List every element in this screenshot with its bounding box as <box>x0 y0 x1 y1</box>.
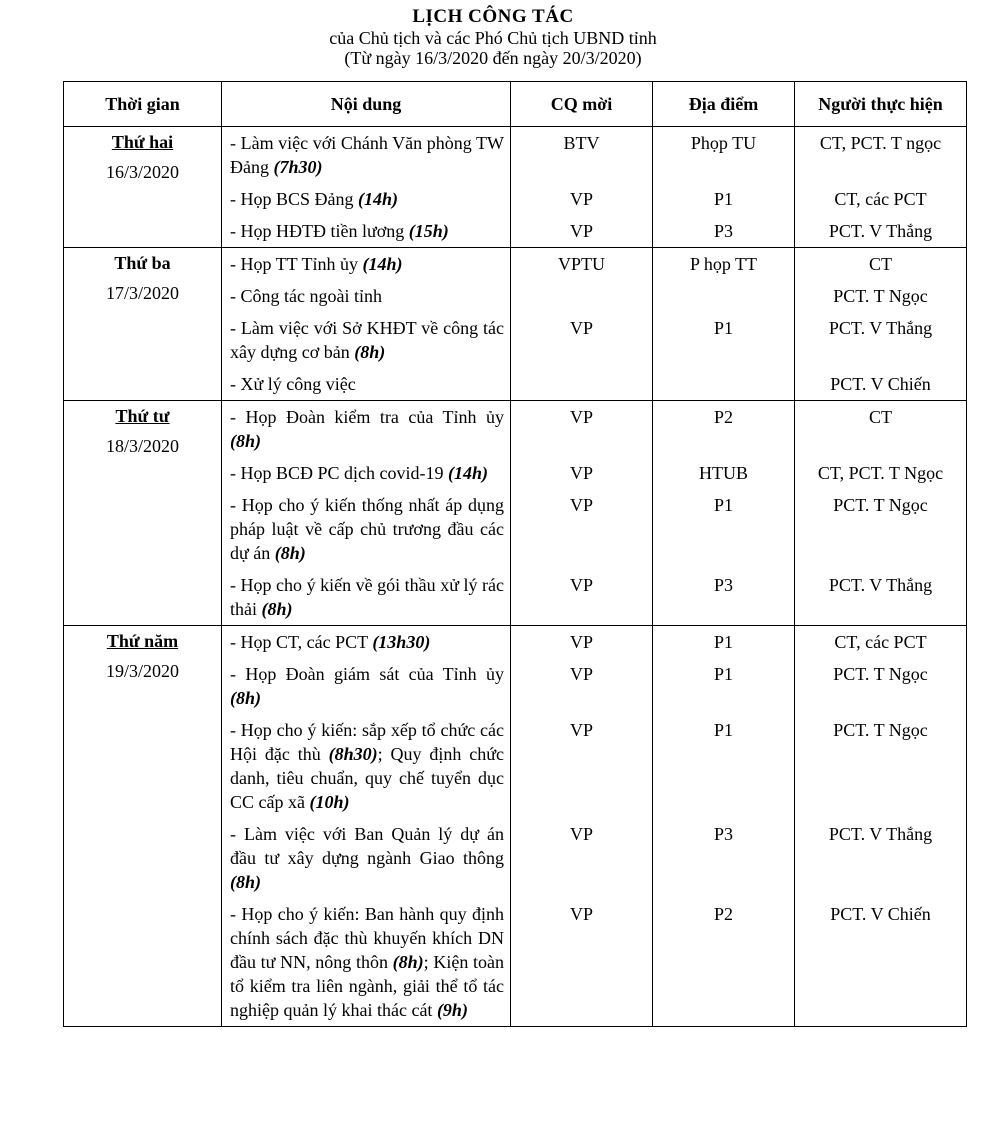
day-name: Thứ ba <box>114 253 171 273</box>
entry-text: ; Quy định chức danh, tiêu chuẩn, quy chế tuyển dục CC cấp xã <box>230 744 504 812</box>
entry-content <box>222 280 510 312</box>
entry-executor: PCT. V Thắng <box>828 318 933 338</box>
entry-text: - Họp BCS Đảng <box>230 189 359 209</box>
entry-executor-cell <box>795 626 967 1027</box>
entry-content <box>222 401 510 457</box>
entry-executor: PCT. V Chiến <box>830 904 931 924</box>
entry-inviting-agency <box>511 368 652 400</box>
entry-text: ; Kiện toàn tổ kiểm tra liên ngành, giải thể tổ tác nghiệp quản lý khai thác cát <box>230 952 504 1020</box>
entry-inviting-agency: VP <box>569 575 593 595</box>
entry-time: (8h) <box>230 688 261 708</box>
entry-time: (7h30) <box>273 157 323 177</box>
entry-content-cell <box>222 626 511 1027</box>
day-cell <box>64 626 222 1027</box>
entry-location: P3 <box>713 575 733 595</box>
entry-text: - Họp cho ý kiến: sắp xếp tổ chức các Hội đặc thù <box>230 720 504 764</box>
entry-executor: CT <box>868 407 892 427</box>
entry-text: - Họp Đoàn kiểm tra của Tỉnh ủy <box>230 407 504 427</box>
entry-location: P họp TT <box>689 254 757 274</box>
entry-text: - Làm việc với Ban Quản lý dự án đầu tư xây dựng ngành Giao thông <box>230 824 504 868</box>
column-header-time: Thời gian <box>64 82 222 127</box>
date-range: (Từ ngày 16/3/2020 đến ngày 20/3/2020) <box>344 48 642 68</box>
entry-inviting-agency-cell <box>511 248 653 401</box>
entry-location-cell <box>653 626 795 1027</box>
entry-executor: CT, các PCT <box>834 632 927 652</box>
entry-content <box>222 457 510 489</box>
entry-time: (8h) <box>261 599 293 619</box>
entry-text: - Xử lý công việc <box>230 374 356 394</box>
document-header <box>0 6 986 68</box>
entry-inviting-agency: VP <box>569 904 593 924</box>
entry-content-cell <box>222 248 511 401</box>
entry-time: (8h) <box>230 431 261 451</box>
entry-inviting-agency <box>511 280 652 312</box>
entry-time: (15h) <box>408 221 449 241</box>
entry-time: (8h) <box>354 342 386 362</box>
entry-text: - Họp cho ý kiến: Ban hành quy định chính sách đặc thù khuyến khích DN đầu tư NN, nông thôn <box>230 904 504 972</box>
entry-executor: CT <box>868 254 892 274</box>
entry-executor: PCT. T Ngọc <box>833 495 928 515</box>
day-date: 19/3/2020 <box>105 661 179 681</box>
day-cell <box>64 248 222 401</box>
entry-location: P3 <box>713 221 733 241</box>
entry-inviting-agency: VP <box>569 664 593 684</box>
table-row <box>64 127 967 248</box>
entry-text: - Họp HĐTĐ tiền lương <box>230 221 409 241</box>
entry-content-cell <box>222 401 511 626</box>
entry-time: (8h) <box>230 872 261 892</box>
schedule-body <box>64 127 967 1027</box>
entry-time: (14h) <box>358 189 399 209</box>
entry-content <box>222 714 510 818</box>
entry-location: P1 <box>713 495 733 515</box>
entry-inviting-agency: VP <box>569 318 593 338</box>
column-header-inviting-agency: CQ mời <box>511 82 653 127</box>
day-name: Thứ năm <box>106 631 179 651</box>
day-name: Thứ hai <box>111 132 174 152</box>
entry-executor: CT, PCT. T Ngọc <box>817 463 944 483</box>
entry-executor-cell <box>795 401 967 626</box>
day-cell <box>64 401 222 626</box>
entry-inviting-agency-cell <box>511 626 653 1027</box>
entry-text: - Họp CT, các PCT <box>230 632 373 652</box>
table-row <box>64 248 967 401</box>
entry-executor: PCT. T Ngọc <box>833 286 928 306</box>
entry-content <box>222 127 510 183</box>
table-row <box>64 626 967 1027</box>
column-header-executor: Người thực hiện <box>795 82 967 127</box>
entry-text: - Họp TT Tỉnh ủy <box>230 254 363 274</box>
entry-time: (8h30) <box>328 744 378 764</box>
entry-location-cell <box>653 127 795 248</box>
entry-location: P2 <box>713 904 733 924</box>
entry-location: HTUB <box>699 463 748 483</box>
entry-location-cell <box>653 248 795 401</box>
entry-content <box>222 898 510 1026</box>
day-date: 16/3/2020 <box>105 162 179 182</box>
document-title: LỊCH CÔNG TÁC <box>412 6 574 27</box>
entry-location: P1 <box>713 664 733 684</box>
entry-time: (8h) <box>274 543 306 563</box>
entry-location: P2 <box>713 407 733 427</box>
entry-inviting-agency: VP <box>569 221 593 241</box>
entry-executor: CT, các PCT <box>834 189 927 209</box>
entry-text: - Họp cho ý kiến về gói thầu xử lý rác thải <box>230 575 504 619</box>
day-name: Thứ tư <box>115 406 170 426</box>
entry-executor-cell <box>795 248 967 401</box>
schedule-table <box>63 81 967 1027</box>
entry-time: (10h) <box>309 792 350 812</box>
entry-location: Phọp TU <box>690 133 757 153</box>
entry-content <box>222 626 510 658</box>
entry-content <box>222 183 510 215</box>
entry-time: (14h) <box>448 463 488 483</box>
entry-content <box>222 818 510 898</box>
entry-text: - Công tác ngoài tỉnh <box>230 286 382 306</box>
entry-location: P1 <box>713 632 733 652</box>
entry-inviting-agency: VP <box>569 189 593 209</box>
entry-content <box>222 569 510 625</box>
entry-location-cell <box>653 401 795 626</box>
entry-executor: PCT. V Thắng <box>828 824 933 844</box>
table-row <box>64 401 967 626</box>
entry-text: - Làm việc với Sở KHĐT về công tác xây dựng cơ bản <box>230 318 504 362</box>
entry-inviting-agency: VP <box>569 463 593 483</box>
entry-executor: PCT. T Ngọc <box>833 720 928 740</box>
entry-inviting-agency: VP <box>569 720 593 740</box>
entry-time: (8h) <box>392 952 424 972</box>
entry-inviting-agency-cell <box>511 401 653 626</box>
entry-content-cell <box>222 127 511 248</box>
entry-content <box>222 312 510 368</box>
entry-executor: PCT. V Thắng <box>828 575 933 595</box>
entry-time: (9h) <box>436 1000 468 1020</box>
table-header-row <box>64 82 967 127</box>
entry-content <box>222 368 510 400</box>
entry-text: - Họp cho ý kiến thống nhất áp dụng pháp luật về cấp chủ trương đầu các dự án <box>230 495 504 563</box>
entry-location: P1 <box>713 189 733 209</box>
entry-time: (14h) <box>362 254 403 274</box>
day-date: 17/3/2020 <box>105 283 179 303</box>
entry-text: - Làm việc với Chánh Văn phòng TW Đảng <box>230 133 504 177</box>
document-subtitle: của Chủ tịch và các Phó Chủ tịch UBND tỉnh <box>329 28 657 48</box>
entry-executor: PCT. T Ngọc <box>833 664 928 684</box>
entry-time: (13h30) <box>372 632 431 652</box>
entry-location: P1 <box>713 318 733 338</box>
entry-content <box>222 489 510 569</box>
entry-content <box>222 248 510 280</box>
day-date: 18/3/2020 <box>105 436 179 456</box>
entry-inviting-agency: VP <box>569 407 593 427</box>
entry-inviting-agency: VPTU <box>557 254 605 274</box>
entry-text: - Họp Đoàn giám sát của Tỉnh ủy <box>230 664 504 684</box>
entry-inviting-agency: VP <box>569 495 593 515</box>
entry-executor: CT, PCT. T ngọc <box>819 133 942 153</box>
entry-inviting-agency-cell <box>511 127 653 248</box>
column-header-content: Nội dung <box>222 82 511 127</box>
entry-location: P3 <box>713 824 733 844</box>
entry-executor: PCT. V Chiến <box>830 374 931 394</box>
entry-inviting-agency: BTV <box>563 133 600 153</box>
day-cell <box>64 127 222 248</box>
entry-executor: PCT. V Thắng <box>828 221 933 241</box>
entry-location <box>653 368 794 400</box>
entry-inviting-agency: VP <box>569 632 593 652</box>
entry-content <box>222 658 510 714</box>
entry-content <box>222 215 510 247</box>
entry-location: P1 <box>713 720 733 740</box>
entry-text: - Họp BCĐ PC dịch covid-19 <box>230 463 448 483</box>
entry-executor-cell <box>795 127 967 248</box>
entry-location <box>653 280 794 312</box>
column-header-location: Địa điểm <box>653 82 795 127</box>
entry-inviting-agency: VP <box>569 824 593 844</box>
